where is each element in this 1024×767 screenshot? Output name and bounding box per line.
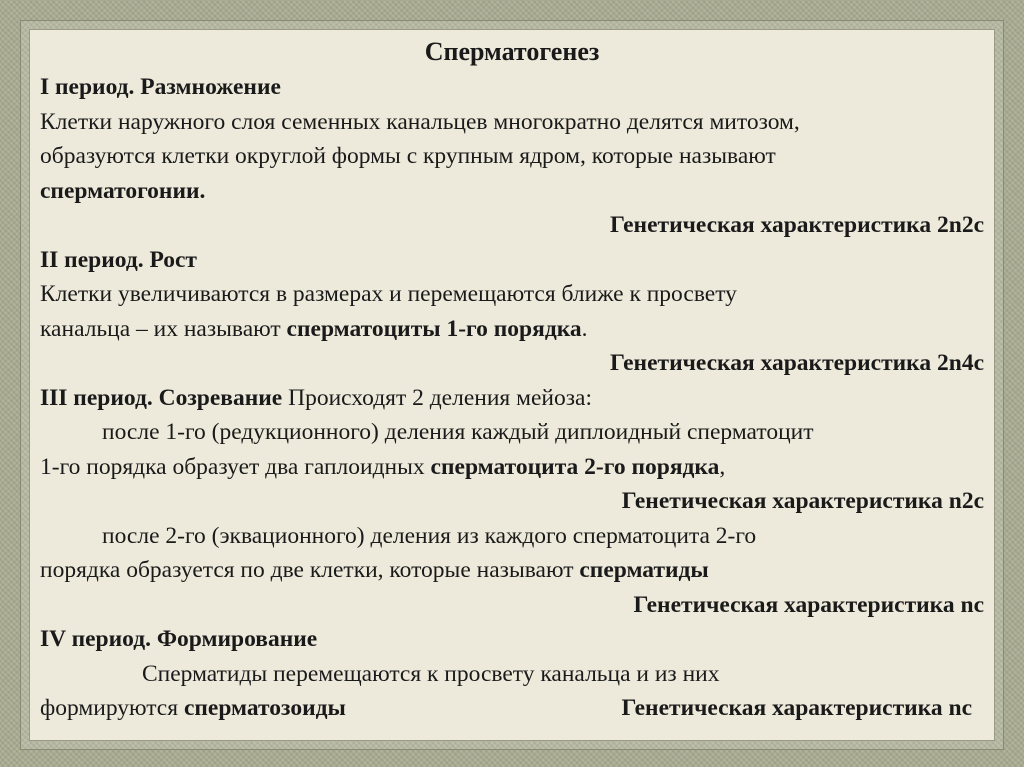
period3-heading-line (40, 381, 984, 416)
period2-text-line2 (40, 312, 984, 347)
period2-text-post: . (581, 315, 588, 342)
period3-div2-term: сперматиды (579, 557, 709, 583)
period4-text-left (40, 691, 346, 726)
period3-genetic1: Генетическая характеристика n2c (621, 488, 984, 514)
period3-heading-rest: Происходят 2 деления мейоза: (282, 384, 592, 411)
period1-term: сперматогонии. (40, 177, 206, 204)
period1-heading: I период. Размножение (40, 74, 281, 100)
period2-text-pre: канальца – их называют (40, 315, 287, 342)
period3-div1-line1: после 1-го (редукционного) деления каждый диплоидный сперматоцит (102, 419, 814, 445)
period4-text-pre: формируются (40, 695, 184, 721)
period3-div1-line2 (40, 450, 984, 485)
period2-genetic: Генетическая характеристика 2n4c (609, 350, 984, 376)
period1-genetic: Генетическая характеристика 2n2c (609, 212, 984, 238)
period2-heading: II период. Рост (40, 246, 197, 273)
slide-title: Сперматогенез (424, 37, 600, 66)
period3-div2-pre: порядка образуется по две клетки, которые называют (40, 557, 580, 583)
period4-heading: IV период. Формирование (40, 626, 318, 652)
period3-div1-pre: 1-го порядка образует два гаплоидных (40, 453, 431, 480)
period4-term: сперматозоиды (183, 695, 346, 721)
period1-text-line1: Клетки наружного слоя семенных канальцев многократно делятся митозом, (40, 108, 800, 135)
slide-panel (29, 29, 995, 741)
period4-text-line2 (40, 691, 984, 726)
period4-genetic: Генетическая характеристика nc (621, 695, 972, 721)
period1-text-line2: образуются клетки округлой формы с крупным ядром, которые называют (40, 143, 776, 169)
period3-div1-term: сперматоцита 2-го порядка (430, 453, 720, 480)
period3-genetic2: Генетическая характеристика nc (633, 591, 984, 618)
period3-div2-line1: после 2-го (эквационного) деления из каждого сперматоцита 2-го (102, 522, 757, 549)
period3-div1-post: , (719, 453, 726, 480)
period2-term: сперматоциты 1-го порядка (286, 315, 582, 342)
period3-heading: III период. Созревание (40, 384, 283, 411)
period2-text-line1: Клетки увеличиваются в размерах и перемещаются ближе к просвету (40, 281, 737, 307)
slide-content (40, 30, 984, 726)
period3-div2-line2 (40, 553, 984, 588)
period4-text-line1: Сперматиды перемещаются к просвету канальца и из них (142, 660, 720, 687)
